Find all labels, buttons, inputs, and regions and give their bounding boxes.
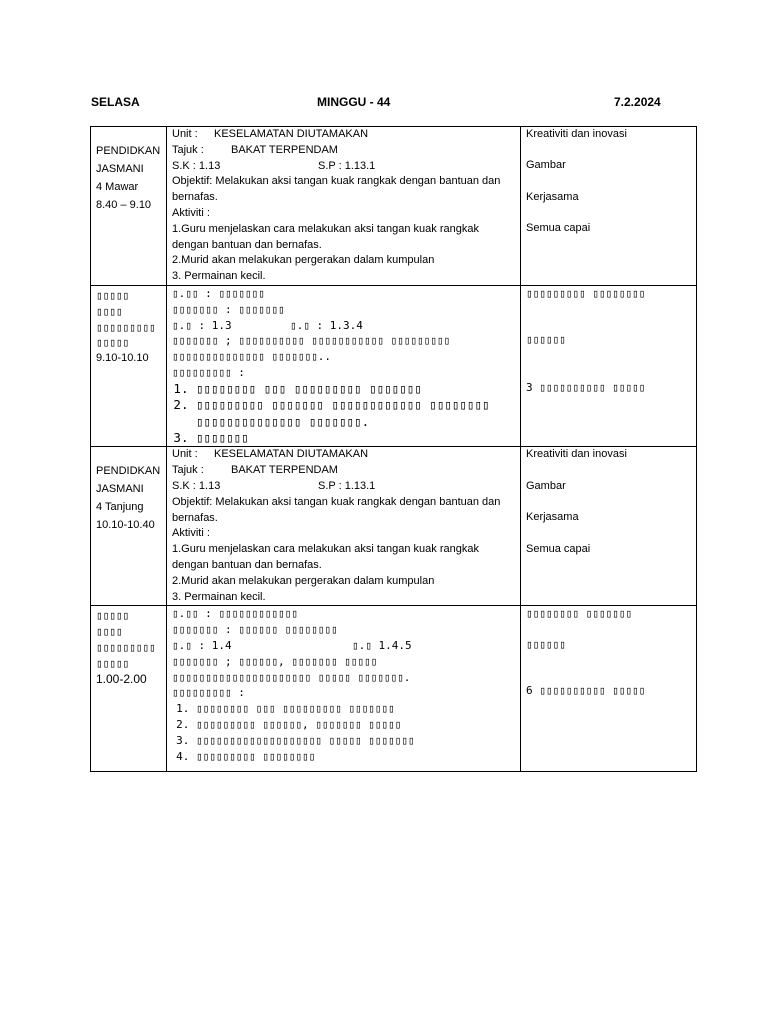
note-item: Kerjasama bbox=[526, 190, 579, 203]
activity-item: 2.Murid akan melakukan pergerakan dalam kumpulan bbox=[172, 254, 435, 267]
note-item: Kreativiti dan inovasi bbox=[526, 448, 627, 461]
note-item: ▯▯▯▯▯▯ bbox=[526, 638, 566, 652]
activity-item: 2.Murid akan melakukan pergerakan dalam kumpulan bbox=[172, 574, 435, 587]
subject-line: JASMANI bbox=[96, 163, 144, 175]
sk-value: ▯.▯ : 1.4 bbox=[172, 638, 232, 652]
table-row bbox=[91, 286, 697, 447]
class-name: 4 Mawar bbox=[96, 181, 139, 193]
note-item: Gambar bbox=[526, 479, 566, 492]
note-item: 3 ▯▯▯▯▯▯▯▯▯▯ ▯▯▯▯▯ bbox=[526, 380, 646, 394]
notes-cell bbox=[521, 286, 697, 447]
table-row bbox=[91, 606, 697, 772]
lesson-detail-cell bbox=[167, 606, 521, 772]
subject-line: ▯▯▯▯▯ bbox=[96, 289, 130, 302]
unit-line: Unit : KESELAMATAN DIUTAMAKAN bbox=[172, 448, 369, 461]
tajuk-value: BAKAT TERPENDAM bbox=[231, 464, 338, 477]
sp-value: ▯.▯ 1.4.5 bbox=[352, 638, 412, 652]
activity-item: 2. ▯▯▯▯▯▯▯▯▯ ▯▯▯▯▯▯, ▯▯▯▯▯▯▯ ▯▯▯▯▯ bbox=[196, 717, 515, 733]
subject-line: ▯▯▯▯ bbox=[96, 625, 123, 639]
subject-line: JASMANI bbox=[96, 483, 144, 496]
notes-cell bbox=[521, 606, 697, 772]
activity-item: 3. Permainan kecil. bbox=[172, 590, 266, 603]
day-label: SELASA bbox=[91, 95, 140, 109]
subject-line: ▯▯▯▯▯▯▯▯▯ bbox=[96, 320, 156, 334]
table-row bbox=[91, 447, 697, 606]
time-slot: 9.10-10.10 bbox=[96, 352, 149, 365]
unit-value: KESELAMATAN DIUTAMAKAN bbox=[214, 128, 369, 140]
tajuk-line: Tajuk : BAKAT TERPENDAM bbox=[172, 464, 338, 477]
lesson-plan-table bbox=[90, 126, 697, 772]
subject-cell bbox=[91, 447, 167, 606]
lesson-detail-cell bbox=[167, 447, 521, 606]
note-item: Semua capai bbox=[526, 222, 591, 235]
sk-value: ▯.▯ : 1.3 bbox=[172, 318, 232, 332]
standard-line bbox=[172, 318, 515, 334]
subject-cell bbox=[91, 127, 167, 286]
subject-line: ▯▯▯▯▯ bbox=[96, 609, 130, 623]
activity-item: 3. ▯▯▯▯▯▯▯ bbox=[196, 430, 515, 446]
note-item: Kreativiti dan inovasi bbox=[526, 128, 627, 140]
activity-item: 1.Guru menjelaskan cara melakukan aksi tangan kuak rangkak dengan bantuan dan bernafas. bbox=[172, 222, 479, 251]
activity-label: ▯▯▯▯▯▯▯▯▯ : bbox=[172, 365, 245, 379]
standard-line bbox=[172, 638, 515, 654]
sp-value: ▯.▯ : 1.3.4 bbox=[290, 318, 363, 332]
subject-line: ▯▯▯▯▯▯▯▯▯ bbox=[96, 640, 156, 654]
sp-value: S.P : 1.13.1 bbox=[318, 159, 376, 172]
note-item: ▯▯▯▯▯▯▯▯ ▯▯▯▯▯▯▯ bbox=[526, 607, 632, 621]
standard-line bbox=[172, 479, 515, 495]
subject-cell bbox=[91, 606, 167, 772]
subject-line: PENDIDKAN bbox=[96, 145, 161, 157]
notes-cell bbox=[521, 127, 697, 286]
activity-item: 3. Permainan kecil. bbox=[172, 270, 266, 283]
activity-label: ▯▯▯▯▯▯▯▯▯ : bbox=[172, 686, 245, 700]
time-slot: 1.00-2.00 bbox=[96, 671, 147, 686]
table-row bbox=[91, 127, 697, 286]
subject-line: ▯▯▯▯ bbox=[96, 304, 123, 318]
objective-text: ▯▯▯▯▯▯▯ ; ▯▯▯▯▯▯, ▯▯▯▯▯▯▯ ▯▯▯▯▯ ▯▯▯▯▯▯▯▯▯▯▯▯▯▯▯▯▯▯▯▯▯ ▯▯▯▯▯ ▯▯▯▯▯▯▯. bbox=[172, 654, 411, 684]
tajuk-value: BAKAT TERPENDAM bbox=[231, 143, 338, 156]
note-item: ▯▯▯▯▯▯ bbox=[526, 332, 566, 346]
time-slot: 8.40 – 9.10 bbox=[96, 199, 152, 211]
unit-line: ▯.▯▯ : ▯▯▯▯▯▯▯▯▯▯▯▯ bbox=[172, 607, 298, 621]
tajuk-line: ▯▯▯▯▯▯▯ : ▯▯▯▯▯▯ ▯▯▯▯▯▯▯▯ bbox=[172, 623, 338, 637]
class-name: 4 Tanjung bbox=[96, 501, 144, 514]
week-label: MINGGU - 44 bbox=[317, 95, 391, 109]
activity-item: 1. ▯▯▯▯▯▯▯▯ ▯▯▯ ▯▯▯▯▯▯▯▯▯ ▯▯▯▯▯▯▯ bbox=[196, 381, 515, 397]
activity-item: 3. ▯▯▯▯▯▯▯▯▯▯▯▯▯▯▯▯▯▯▯ ▯▯▯▯▯ ▯▯▯▯▯▯▯ bbox=[196, 733, 515, 749]
activity-item: 1. ▯▯▯▯▯▯▯▯ ▯▯▯ ▯▯▯▯▯▯▯▯▯ ▯▯▯▯▯▯▯ bbox=[196, 701, 515, 717]
activity-label: Aktiviti : bbox=[172, 527, 210, 540]
unit-line: Unit : KESELAMATAN DIUTAMAKAN bbox=[172, 128, 369, 140]
note-item: Kerjasama bbox=[526, 511, 579, 524]
unit-line: ▯.▯▯ : ▯▯▯▯▯▯▯ bbox=[172, 287, 265, 300]
lesson-detail-cell bbox=[167, 286, 521, 447]
objective-text: Objektif: Melakukan aksi tangan kuak rangkak dengan bantuan dan bernafas. bbox=[172, 495, 501, 524]
standard-line bbox=[172, 159, 515, 175]
objective-text: ▯▯▯▯▯▯▯ ; ▯▯▯▯▯▯▯▯▯▯ ▯▯▯▯▯▯▯▯▯▯▯ ▯▯▯▯▯▯▯▯▯ ▯▯▯▯▯▯▯▯▯▯▯▯▯▯ ▯▯▯▯▯▯▯.. bbox=[172, 334, 451, 364]
lesson-detail-cell bbox=[167, 127, 521, 286]
activity-item: 2. ▯▯▯▯▯▯▯▯▯ ▯▯▯▯▯▯▯ ▯▯▯▯▯▯▯▯▯▯▯▯ ▯▯▯▯▯▯▯▯ ▯▯▯▯▯▯▯▯▯▯▯▯▯▯ ▯▯▯▯▯▯▯. bbox=[196, 397, 515, 430]
time-slot: 10.10-10.40 bbox=[96, 519, 155, 532]
sk-value: S.K : 1.13 bbox=[172, 159, 221, 172]
activity-list bbox=[172, 701, 515, 764]
note-item: 6 ▯▯▯▯▯▯▯▯▯▯ ▯▯▯▯▯ bbox=[526, 683, 646, 697]
objective-text: Objektif: Melakukan aksi tangan kuak rangkak dengan bantuan dan bernafas. bbox=[172, 175, 501, 204]
tajuk-line: ▯▯▯▯▯▯▯ : ▯▯▯▯▯▯▯ bbox=[172, 302, 285, 316]
subject-line: ▯▯▯▯▯ bbox=[96, 656, 130, 670]
activity-label: Aktiviti : bbox=[172, 206, 210, 219]
note-item: Semua capai bbox=[526, 542, 591, 555]
activity-item: 4. ▯▯▯▯▯▯▯▯▯ ▯▯▯▯▯▯▯▯ bbox=[196, 749, 515, 765]
subject-line: ▯▯▯▯▯ bbox=[96, 336, 130, 350]
note-item: ▯▯▯▯▯▯▯▯▯ ▯▯▯▯▯▯▯▯ bbox=[526, 287, 646, 300]
sk-value: S.K : 1.13 bbox=[172, 480, 221, 492]
notes-cell bbox=[521, 447, 697, 606]
subject-line: PENDIDKAN bbox=[96, 465, 161, 478]
sp-value: S.P : 1.13.1 bbox=[318, 480, 376, 492]
subject-cell bbox=[91, 286, 167, 447]
activity-item: 1.Guru menjelaskan cara melakukan aksi tangan kuak rangkak dengan bantuan dan bernafas. bbox=[172, 543, 479, 571]
note-item: Gambar bbox=[526, 159, 566, 172]
unit-value: KESELAMATAN DIUTAMAKAN bbox=[214, 448, 369, 461]
date-label: 7.2.2024 bbox=[614, 95, 661, 109]
tajuk-line: Tajuk : BAKAT TERPENDAM bbox=[172, 143, 338, 156]
activity-list bbox=[172, 381, 515, 447]
